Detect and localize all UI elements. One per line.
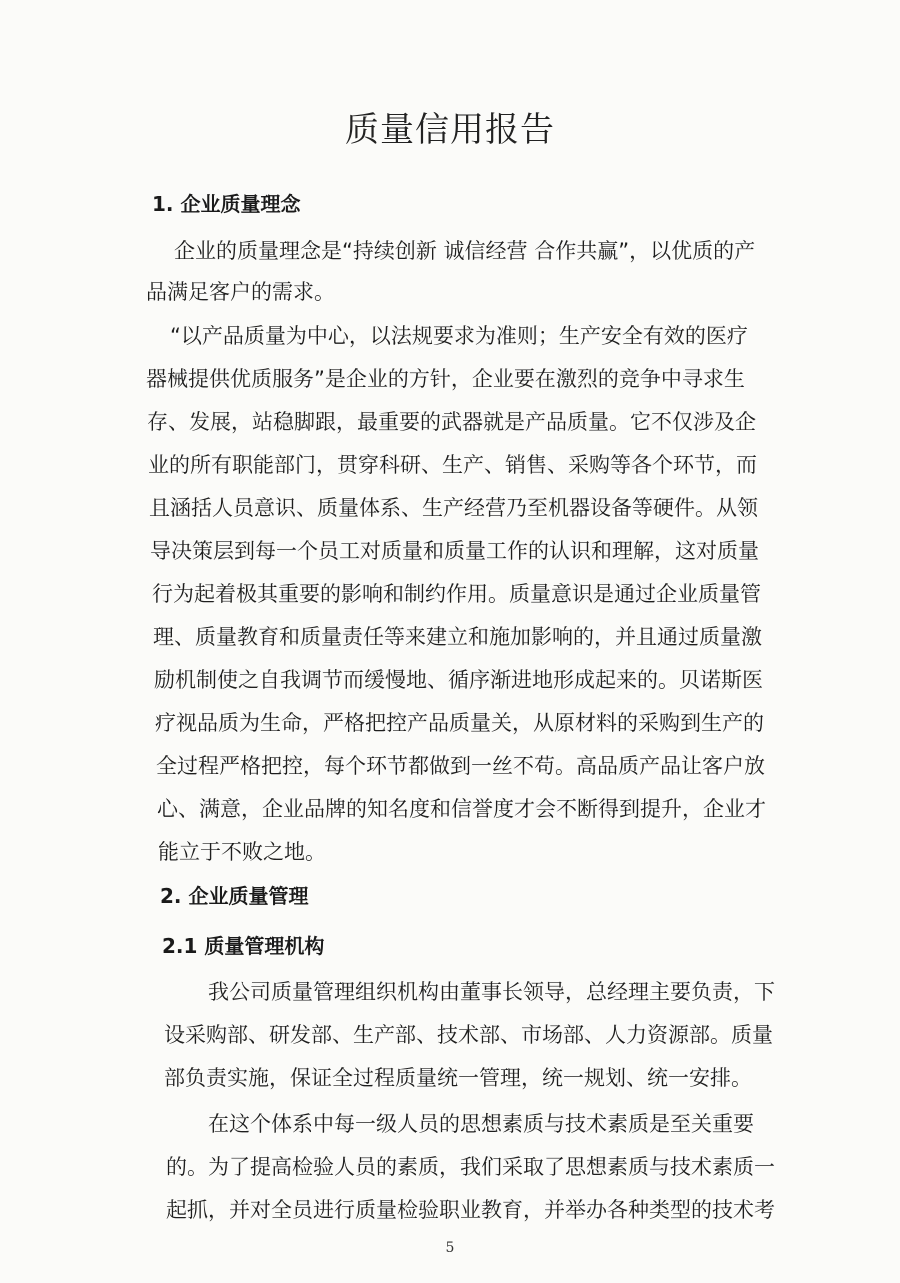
paragraph-line: 全过程严格把控，每个环节都做到一丝不苟。高品质产品让客户放 xyxy=(156,754,765,778)
paragraph-line: 理、质量教育和质量责任等来建立和施加影响的，并且通过质量激 xyxy=(153,625,762,649)
paragraph-line: 存、发展，站稳脚跟，最重要的武器就是产品质量。它不仅涉及企 xyxy=(147,410,756,434)
paragraph-line: 我公司质量管理组织机构由董事长领导，总经理主要负责，下 xyxy=(208,980,775,1004)
page-number: 5 xyxy=(445,1240,455,1256)
paragraph-line: 能立于不败之地。 xyxy=(158,840,326,864)
section-2-1-heading: 2.1 质量管理机构 xyxy=(162,934,325,958)
paragraph-line: 励机制使之自我调节而缓慢地、循序渐进地形成起来的。贝诺斯医 xyxy=(154,668,763,692)
paragraph-line: 部负责实施，保证全过程质量统一管理，统一规划、统一安排。 xyxy=(164,1066,752,1090)
paragraph-line: 业的所有职能部门，贯穿科研、生产、销售、采购等各个环节，而 xyxy=(148,453,757,477)
section-2-heading: 2. 企业质量管理 xyxy=(160,884,309,908)
paragraph-line: 品满足客户的需求。 xyxy=(146,280,335,304)
paragraph-line: 导决策层到每一个员工对质量和质量工作的认识和理解，这对质量 xyxy=(150,539,759,563)
paragraph-line: 的。为了提高检验人员的素质，我们采取了思想素质与技术素质一 xyxy=(166,1155,775,1179)
paragraph-line: 心、满意，企业品牌的知名度和信誉度才会不断得到提升，企业才 xyxy=(157,797,766,821)
paragraph-line: 企业的质量理念是“持续创新 诚信经营 合作共赢”，以优质的产 xyxy=(174,239,756,263)
paragraph-line: 行为起着极其重要的影响和制约作用。质量意识是通过企业质量管 xyxy=(152,582,761,606)
paragraph-line: “以产品质量为中心，以法规要求为准则；生产安全有效的医疗 xyxy=(170,324,748,348)
paragraph-line: 器械提供优质服务”是企业的方针，企业要在激烈的竞争中寻求生 xyxy=(146,367,745,391)
section-1-heading: 1. 企业质量理念 xyxy=(152,192,301,216)
paragraph-line: 设采购部、研发部、生产部、技术部、市场部、人力资源部。质量 xyxy=(164,1023,773,1047)
paragraph-line: 疗视品质为生命，严格把控产品质量关，从原材料的采购到生产的 xyxy=(155,711,764,735)
paragraph-line: 起抓，并对全员进行质量检验职业教育，并举办各种类型的技术考 xyxy=(166,1198,775,1222)
paragraph-line: 在这个体系中每一级人员的思想素质与技术素质是至关重要 xyxy=(208,1112,754,1136)
document-title: 质量信用报告 xyxy=(345,110,555,150)
paragraph-line: 且涵括人员意识、质量体系、生产经营乃至机器设备等硬件。从领 xyxy=(149,496,758,520)
